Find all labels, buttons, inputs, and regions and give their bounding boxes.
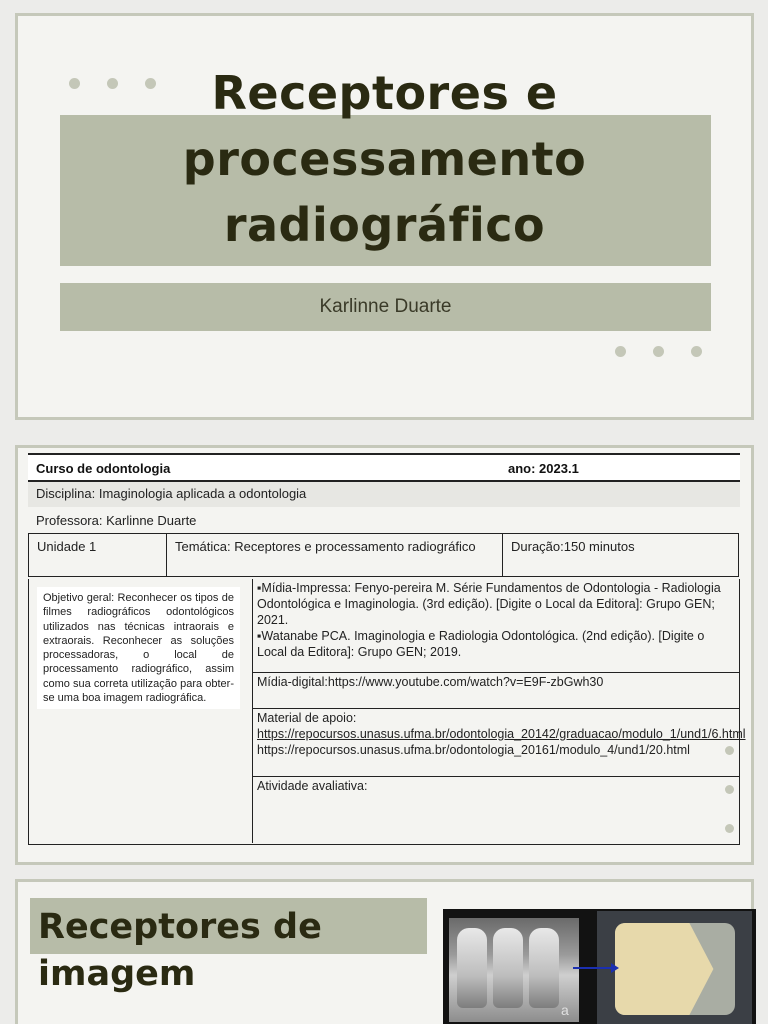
- title-line-1: Receptores de: [38, 907, 322, 947]
- title-slide: [15, 13, 754, 420]
- receptor-image: [443, 909, 756, 1024]
- duration-cell: Duração:150 minutos: [511, 539, 635, 554]
- dot-icon: [653, 346, 664, 357]
- support-link-2[interactable]: https://repocursos.unasus.ufma.br/odontologia_20161/modulo_4/und1/20.html: [257, 743, 690, 757]
- figure-label: a: [561, 1002, 569, 1018]
- support-link-1[interactable]: https://repocursos.unasus.ufma.br/odontologia_20142/graduacao/modulo_1/und1/6.html: [257, 727, 746, 741]
- title-line-1: Receptores e: [211, 66, 558, 120]
- print-media-ref-1: ▪Mídia-Impressa: Fenyo-pereira M. Série Fundamentos de Odontologia - Radiologia Odontológica e Imaginologia. (3rd edição). [Digite o Local da Editora]: Grupo GEN; 2021.: [257, 581, 721, 627]
- radiograph-image: [449, 918, 579, 1022]
- print-media-cell: [253, 579, 739, 673]
- phosphor-plate-image: [597, 911, 752, 1024]
- content-grid: [28, 579, 746, 845]
- slide-title: [38, 904, 322, 998]
- plate-surface: [615, 923, 735, 1015]
- title-line-2: imagem: [38, 954, 196, 994]
- author-name: Karlinne Duarte: [319, 296, 452, 317]
- discipline-row: Disciplina: Imaginologia aplicada a odontologia: [28, 482, 740, 507]
- tooth-shape: [529, 928, 559, 1008]
- unit-row: [28, 533, 739, 577]
- dot-icon: [691, 346, 702, 357]
- course-row: [28, 453, 740, 482]
- plate-yellow-area: [615, 923, 735, 1015]
- receptors-slide: [15, 879, 754, 1024]
- dot-icon: [615, 346, 626, 357]
- print-media-ref-2: ▪Watanabe PCA. Imaginologia e Radiologia Odontológica. (2nd edição). [Digite o Local da Editora]: Grupo GEN; 2019.: [257, 629, 705, 659]
- course-name: Curso de odontologia: [36, 461, 171, 476]
- decorative-dots-bottom: [615, 346, 702, 357]
- evaluation-cell: [253, 777, 739, 843]
- professor-row: Professora: Karlinne Duarte: [36, 513, 197, 528]
- author-band: [60, 283, 711, 331]
- arrow-right-icon: [573, 967, 613, 969]
- course-plan-slide: [15, 445, 754, 865]
- course-year: ano: 2023.1: [508, 461, 579, 476]
- unit-cell: Unidade 1: [29, 534, 167, 576]
- evaluation-label: Atividade avaliativa:: [257, 779, 368, 793]
- tooth-shape: [457, 928, 487, 1008]
- course-plan-table: [28, 453, 746, 845]
- support-label: Material de apoio:: [257, 711, 357, 725]
- dot-icon: [725, 746, 734, 755]
- resources-column: [253, 579, 746, 843]
- dot-icon: [725, 824, 734, 833]
- slide-title: [18, 60, 751, 258]
- tooth-shape: [493, 928, 523, 1008]
- dot-icon: [725, 785, 734, 794]
- objective-column: [29, 579, 253, 843]
- theme-cell: Temática: Receptores e processamento radiográfico: [167, 534, 503, 576]
- digital-media-cell: [253, 673, 739, 709]
- title-line-2: processamento: [182, 132, 587, 186]
- title-line-3: radiográfico: [223, 198, 546, 252]
- support-material-cell: [253, 709, 746, 777]
- digital-media-ref: Mídia-digital:https://www.youtube.com/watch?v=E9F-zbGwh30: [257, 675, 604, 689]
- objective-text: Objetivo geral: Reconhecer os tipos de filmes radiográficos odontológicos utilizados nas técnicas intraorais e extraorais. Reconhecer as soluções processadoras, o local de processamento radiográfico, assim como sua correta utilização para obter-se uma boa imagem radiográfica.: [37, 587, 240, 709]
